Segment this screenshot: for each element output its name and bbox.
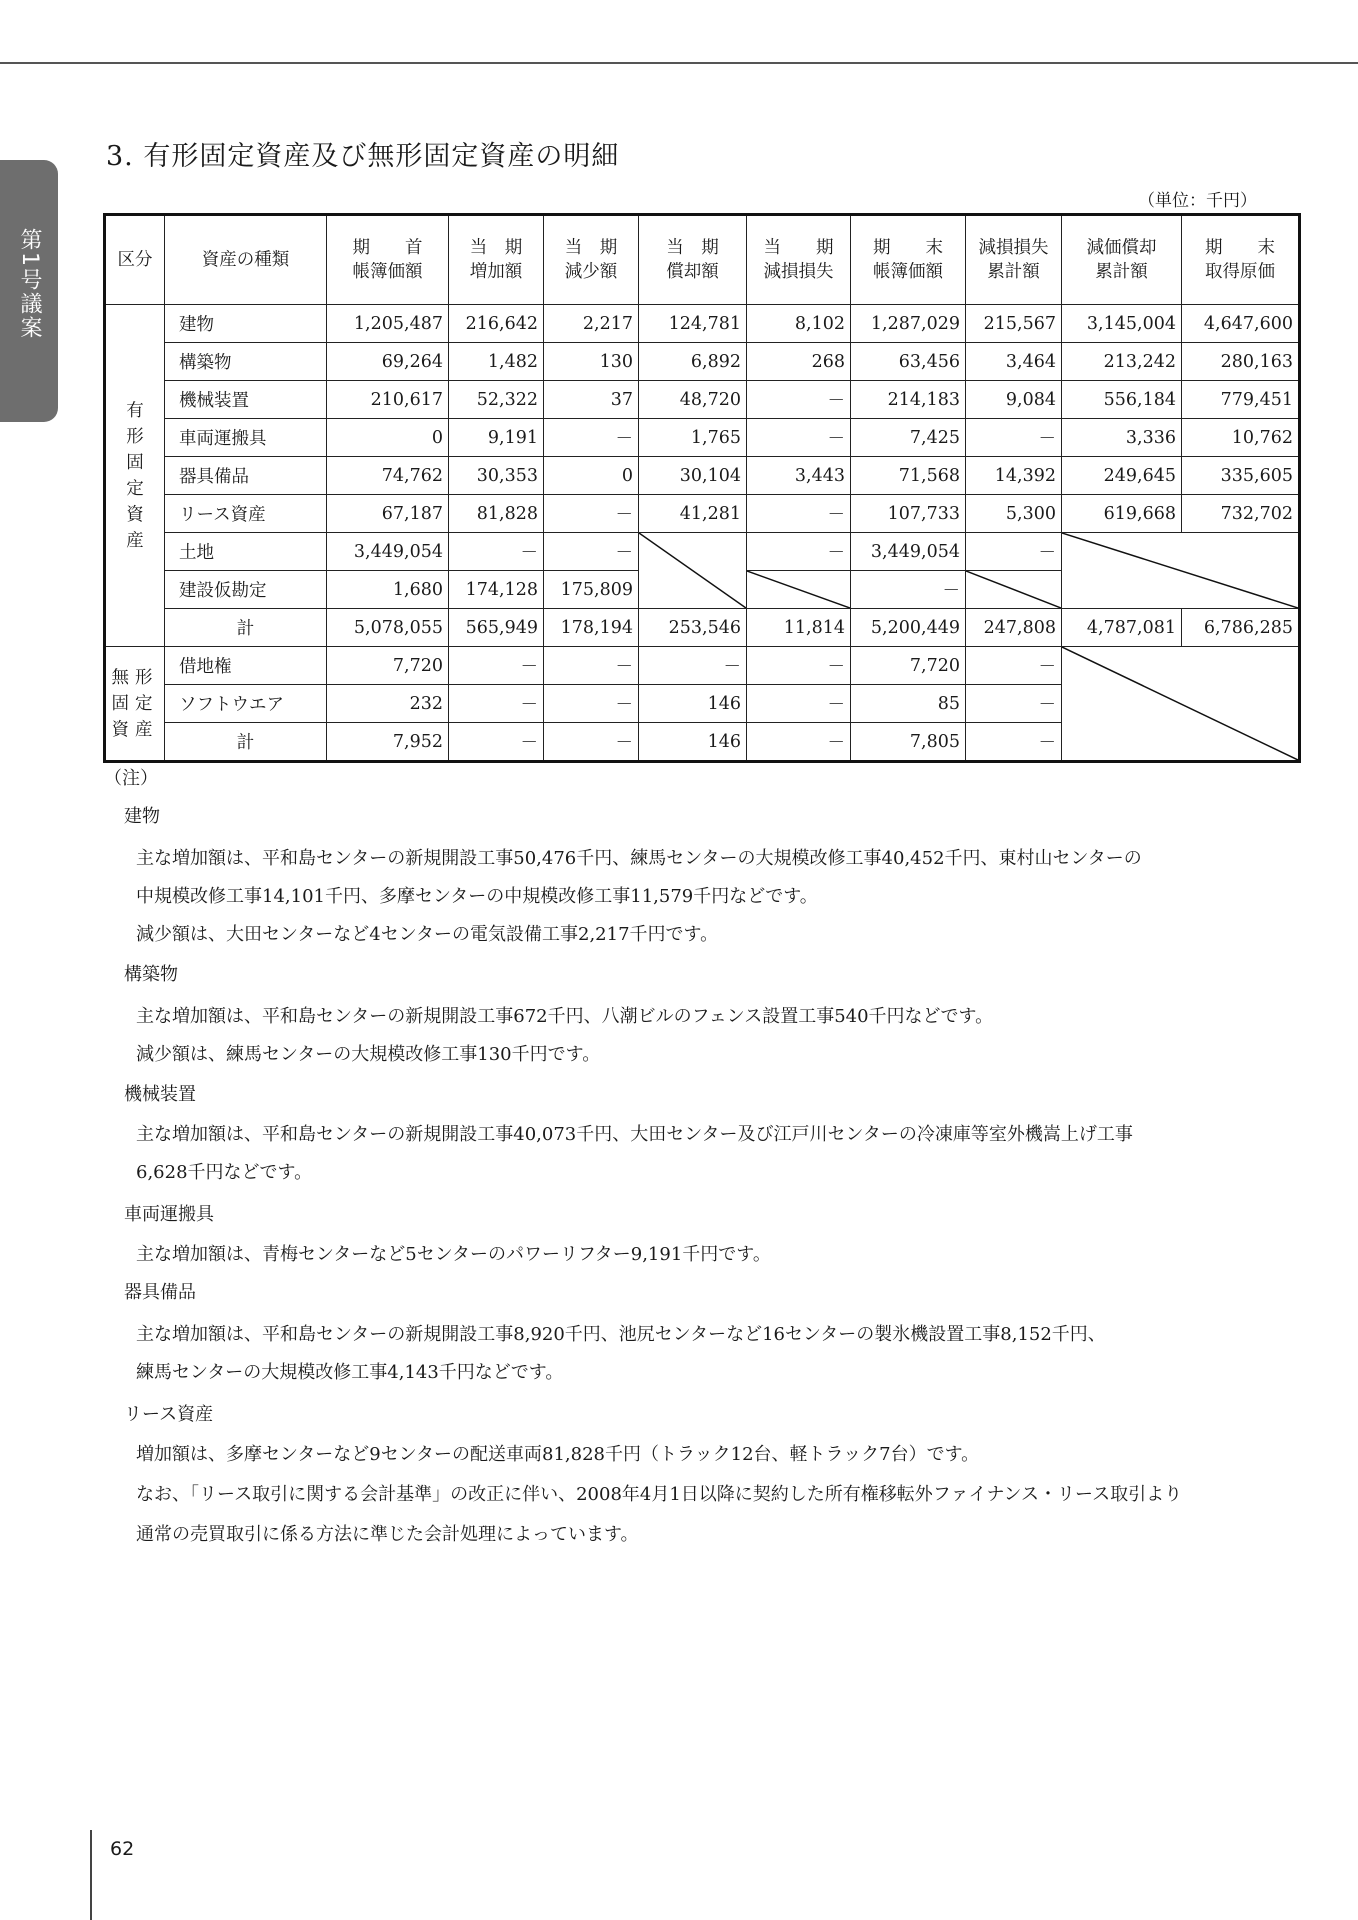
note-line: 主な増加額は、平和島センターの新規開設工事50,476千円、練馬センターの大規模改修工事40,452千円、東村山センターの (136, 848, 1142, 869)
diagonal-strike (966, 571, 1061, 608)
table-row (105, 305, 1300, 343)
table-row (105, 343, 1300, 381)
note-heading: 器具備品 (124, 1282, 196, 1303)
cell-value: 232 (327, 685, 449, 723)
note-heading: 車両運搬具 (124, 1204, 214, 1225)
cell-value: 30,104 (639, 457, 747, 495)
cell-value: 1,680 (327, 571, 449, 609)
cell-value: － (966, 723, 1062, 762)
cell-value: － (966, 685, 1062, 723)
cell-value: 67,187 (327, 495, 449, 533)
cell-value: 215,567 (966, 305, 1062, 343)
header-column: 当 期 減損損失 (747, 215, 851, 305)
asset-ledger-table (103, 213, 1301, 763)
cell-value: 4,647,600 (1182, 305, 1300, 343)
cell-value: 1,205,487 (327, 305, 449, 343)
cell-value: 0 (544, 457, 639, 495)
note-mark: （注） (104, 768, 158, 789)
note-line: なお、「リース取引に関する会計基準」の改正に伴い、2008年4月1日以降に契約した所有権移転外ファイナンス・リース取引より (136, 1484, 1183, 1505)
asset-name: ソフトウエア (165, 685, 327, 723)
cell-value: 4,787,081 (1062, 609, 1182, 647)
note-line: 増加額は、多摩センターなど9センターの配送車両81,828千円（トラック12台、軽トラック7台）です。 (136, 1444, 980, 1465)
asset-name: 建設仮勘定 (165, 571, 327, 609)
cell-value: － (966, 647, 1062, 685)
cell-value (747, 571, 851, 609)
cell-value: 268 (747, 343, 851, 381)
cell-value: 9,191 (449, 419, 544, 457)
cell-value: － (747, 495, 851, 533)
cell-value: 565,949 (449, 609, 544, 647)
cell-value: 280,163 (1182, 343, 1300, 381)
asset-name: 借地権 (165, 647, 327, 685)
header-column: 当 期 減少額 (544, 215, 639, 305)
asset-name: 計 (165, 723, 327, 762)
cell-value: － (747, 685, 851, 723)
cell-value: 107,733 (851, 495, 966, 533)
cell-value: 81,828 (449, 495, 544, 533)
table-row (105, 609, 1300, 647)
cell-value: － (966, 533, 1062, 571)
cell-value: 556,184 (1062, 381, 1182, 419)
diagonal-strike (639, 533, 746, 608)
cell-value: 69,264 (327, 343, 449, 381)
asset-name: 土地 (165, 533, 327, 571)
diagonal-strike (1062, 533, 1298, 608)
cell-value: 7,952 (327, 723, 449, 762)
asset-name: 構築物 (165, 343, 327, 381)
cell-value: 7,425 (851, 419, 966, 457)
page-number: 62 (110, 1838, 135, 1860)
note-line: 減少額は、練馬センターの大規模改修工事130千円です。 (136, 1044, 601, 1065)
cell-value: － (544, 685, 639, 723)
note-line: 6,628千円などです。 (136, 1162, 313, 1183)
cell-value: 52,322 (449, 381, 544, 419)
cell-value: － (544, 533, 639, 571)
diagonal-strike (747, 571, 850, 608)
note-line: 主な増加額は、青梅センターなど5センターのパワーリフター9,191千円です。 (136, 1244, 771, 1265)
table-header-row (105, 215, 1300, 305)
cell-value: － (544, 419, 639, 457)
cell-value: 130 (544, 343, 639, 381)
cell-value: 0 (327, 419, 449, 457)
note-line: 中規模改修工事14,101千円、多摩センターの中規模改修工事11,579千円などです。 (136, 886, 818, 907)
asset-name: 建物 (165, 305, 327, 343)
tangible-group-label: 有 形 固 定 資 産 (105, 305, 165, 647)
table-row (105, 457, 1300, 495)
note-line: 主な増加額は、平和島センターの新規開設工事8,920千円、池尻センターなど16センターの製氷機設置工事8,152千円、 (136, 1324, 1106, 1345)
cell-value: 178,194 (544, 609, 639, 647)
cell-value: 37 (544, 381, 639, 419)
cell-value: 1,482 (449, 343, 544, 381)
cell-value: 146 (639, 723, 747, 762)
cell-value: 210,617 (327, 381, 449, 419)
cell-value: 8,102 (747, 305, 851, 343)
cell-value: 619,668 (1062, 495, 1182, 533)
cell-value: 174,128 (449, 571, 544, 609)
cell-value: 2,217 (544, 305, 639, 343)
header-column: 期 首 帳簿価額 (327, 215, 449, 305)
cell-value: － (449, 533, 544, 571)
cell-value: 249,645 (1062, 457, 1182, 495)
cell-value: － (544, 495, 639, 533)
cell-value: 71,568 (851, 457, 966, 495)
asset-name: 計 (165, 609, 327, 647)
header-category: 区分 (105, 215, 165, 305)
cell-value: 6,786,285 (1182, 609, 1300, 647)
asset-name: 車両運搬具 (165, 419, 327, 457)
cell-value: 5,300 (966, 495, 1062, 533)
cell-value: 5,200,449 (851, 609, 966, 647)
cell-value: 11,814 (747, 609, 851, 647)
cell-value: 6,892 (639, 343, 747, 381)
table-row (105, 533, 1300, 571)
asset-name: 器具備品 (165, 457, 327, 495)
cell-value: 30,353 (449, 457, 544, 495)
cell-value: 175,809 (544, 571, 639, 609)
cell-value: 3,336 (1062, 419, 1182, 457)
cell-value: 335,605 (1182, 457, 1300, 495)
header-column: 期 末 取得原価 (1182, 215, 1300, 305)
cell-value: 1,765 (639, 419, 747, 457)
header-column: 当 期 償却額 (639, 215, 747, 305)
cell-value: － (544, 647, 639, 685)
cell-value: － (747, 533, 851, 571)
cell-value: 732,702 (1182, 495, 1300, 533)
chapter-tab-label: 第1号議案 (17, 228, 42, 340)
table-row (105, 381, 1300, 419)
cell-value: 7,720 (327, 647, 449, 685)
note-heading: 機械装置 (124, 1084, 196, 1105)
header-asset-type: 資産の種類 (165, 215, 327, 305)
cell-value: 216,642 (449, 305, 544, 343)
cell-value (966, 571, 1062, 609)
cell-value: － (544, 723, 639, 762)
cell-value: 779,451 (1182, 381, 1300, 419)
page-rule (90, 1830, 92, 1920)
cell-value: 1,287,029 (851, 305, 966, 343)
header-column: 当 期 増加額 (449, 215, 544, 305)
cell-value: － (747, 419, 851, 457)
cell-value: － (851, 571, 966, 609)
cell-value: － (747, 381, 851, 419)
cell-value: 9,084 (966, 381, 1062, 419)
cell-value: － (747, 723, 851, 762)
table-row (105, 419, 1300, 457)
cell-value (1062, 533, 1300, 609)
header-column: 期 末 帳簿価額 (851, 215, 966, 305)
cell-value: － (966, 419, 1062, 457)
note-line: 主な増加額は、平和島センターの新規開設工事672千円、八潮ビルのフェンス設置工事540千円などです。 (136, 1006, 994, 1027)
cell-value: 247,808 (966, 609, 1062, 647)
top-rule (0, 62, 1358, 64)
note-line: 練馬センターの大規模改修工事4,143千円などです。 (136, 1362, 564, 1383)
table-row (105, 647, 1300, 685)
intangible-group-label: 無形 固定 資産 (105, 647, 165, 762)
cell-value: 7,720 (851, 647, 966, 685)
note-heading: 建物 (124, 806, 160, 827)
cell-value: 146 (639, 685, 747, 723)
cell-value: 63,456 (851, 343, 966, 381)
cell-value: 5,078,055 (327, 609, 449, 647)
cell-value: 74,762 (327, 457, 449, 495)
diagonal-strike (1062, 647, 1298, 760)
cell-value: 10,762 (1182, 419, 1300, 457)
cell-value: 253,546 (639, 609, 747, 647)
cell-value: 41,281 (639, 495, 747, 533)
cell-value: － (449, 723, 544, 762)
cell-value: 124,781 (639, 305, 747, 343)
cell-value (639, 533, 747, 609)
cell-value: 3,464 (966, 343, 1062, 381)
note-line: 通常の売買取引に係る方法に準じた会計処理によっています。 (136, 1524, 639, 1545)
note-heading: リース資産 (124, 1404, 214, 1425)
header-column: 減損損失 累計額 (966, 215, 1062, 305)
cell-value: 3,443 (747, 457, 851, 495)
cell-value: － (449, 647, 544, 685)
cell-value: － (639, 647, 747, 685)
cell-value: 14,392 (966, 457, 1062, 495)
cell-value: 3,145,004 (1062, 305, 1182, 343)
cell-value: 7,805 (851, 723, 966, 762)
note-line: 主な増加額は、平和島センターの新規開設工事40,073千円、大田センター及び江戸川センターの冷凍庫等室外機嵩上げ工事 (136, 1124, 1133, 1145)
cell-value: 213,242 (1062, 343, 1182, 381)
cell-value: 3,449,054 (327, 533, 449, 571)
asset-name: 機械装置 (165, 381, 327, 419)
table-row (105, 495, 1300, 533)
cell-value: － (747, 647, 851, 685)
cell-value: 214,183 (851, 381, 966, 419)
section-heading: 3. 有形固定資産及び無形固定資産の明細 (106, 141, 620, 172)
note-line: 減少額は、大田センターなど4センターの電気設備工事2,217千円です。 (136, 924, 719, 945)
unit-label: （単位：千円） (1138, 191, 1257, 211)
asset-name: リース資産 (165, 495, 327, 533)
note-heading: 構築物 (124, 964, 178, 985)
cell-value: 48,720 (639, 381, 747, 419)
cell-value: 3,449,054 (851, 533, 966, 571)
cell-value: 85 (851, 685, 966, 723)
cell-value: － (449, 685, 544, 723)
blank-diagonal (1062, 647, 1300, 762)
header-column: 減価償却 累計額 (1062, 215, 1182, 305)
